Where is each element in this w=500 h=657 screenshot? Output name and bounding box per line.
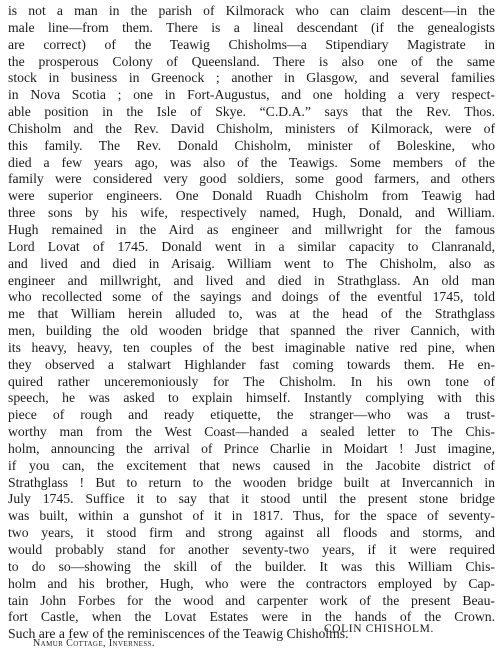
text-line: men, building the old wooden bridge that spanned the river Cannich, with (8, 323, 495, 339)
text-line: two years, it stood firm and strong against all floods and storms, and (8, 525, 495, 541)
text-line: who recollected some of the sayings and doings of the eventful 1745, told (8, 289, 495, 305)
text-line: they observed a stalwart Highlander fast coming towards them. He en- (8, 356, 495, 372)
text-line: July 1745. Suffice it to say that it stood until the present stone bridge (8, 491, 495, 507)
author-signature: COLIN CHISHOLM. (324, 623, 434, 635)
text-line: piece of rough and ready etiquette, the stranger—who was a trust- (8, 407, 495, 423)
text-line: three sons by his wife, respectively named, Hugh, Donald, and William. (8, 205, 495, 221)
text-line: speech, he was asked to explain himself. Instantly complying with this (8, 390, 495, 406)
text-line: stock in business in Greenock ; another in Glasgow, and several families (8, 70, 495, 86)
text-line: quired rather unceremoniously for The Chisholm. In his own tone of (8, 373, 495, 389)
text-line: if you can, the excitement that news caused in the Jacobite district of (8, 457, 495, 473)
text-line: was built, within a gunshot of it in 1817. Thus, for the space of seventy- (8, 508, 495, 524)
text-line: me that William herein alluded to, was at the head of the Strathglass (8, 306, 495, 322)
text-line: Hugh remained in the Aird as engineer and millwright for the famous (8, 221, 495, 237)
author-address: Namur Cottage, Inverness. (33, 638, 155, 649)
text-line: is not a man in the parish of Kilmorack who can claim descent—in the (8, 3, 495, 18)
text-line: engineer and millwright, and lived and died in Strathglass. An old man (8, 272, 495, 288)
text-line: holm and his brother, Hugh, who were the contractors employed by Cap- (8, 575, 495, 591)
text-line: would probably stand for another seventy-two years, if it were required (8, 542, 495, 557)
text-line: family were considered very good soldiers, some good farmers, and others (8, 171, 495, 187)
text-line: its heavy, heavy, ten couples of the best imaginable native red pine, when (8, 339, 495, 355)
text-line: holm, announcing the arrival of Prince Charlie in Moidart ! Just imagine, (8, 440, 495, 456)
text-line: Such are a few of the reminiscences of the Teawig Chisholms. (8, 626, 349, 642)
text-line: tain John Forbes for the wood and carpenter work of the present Beau- (8, 592, 495, 608)
text-line: Strathglass ! But to return to the wooden bridge built at Invercannich in (8, 474, 495, 490)
text-line: worthy man from the West Coast—handed a sealed letter to The Chis- (8, 424, 495, 440)
text-line: fort Castle, when the Lovat Estates were in the hands of the Crown. (8, 609, 495, 625)
text-line: are correct) of the Teawig Chisholms—a Stipendiary Magistrate in (8, 36, 495, 52)
text-line: died a few years ago, was also of the Teawigs. Some members of the (8, 154, 495, 170)
text-line: in Nova Scotia ; one in Fort-Augustus, and one holding a very respect- (8, 87, 495, 103)
text-line: able position in the Isle of Skye. “C.D.A.” says that the Rev. Thos. (8, 104, 495, 120)
text-line: Lord Lovat of 1745. Donald went in a similar capacity to Clanranald, (8, 238, 495, 254)
article-body (8, 3, 495, 643)
text-line: male line—from them. There is a lineal descendant (if the genealogists (8, 19, 495, 35)
text-line: Chisholm and the Rev. David Chisholm, ministers of Kilmorack, were of (8, 120, 495, 136)
text-line: this family. The Rev. Donald Chisholm, minister of Boleskine, who (8, 137, 495, 153)
text-line: and lived and died in Arisaig. William went to The Chisholm, also as (8, 255, 495, 271)
text-line: were superior engineers. One Donald Ruadh Chisholm from Teawig had (8, 188, 495, 204)
text-line: to do so—showing the skill of the builder. It was this William Chis- (8, 558, 495, 574)
text-line: the prosperous Colony of Queensland. There is also one of the same (8, 53, 495, 69)
